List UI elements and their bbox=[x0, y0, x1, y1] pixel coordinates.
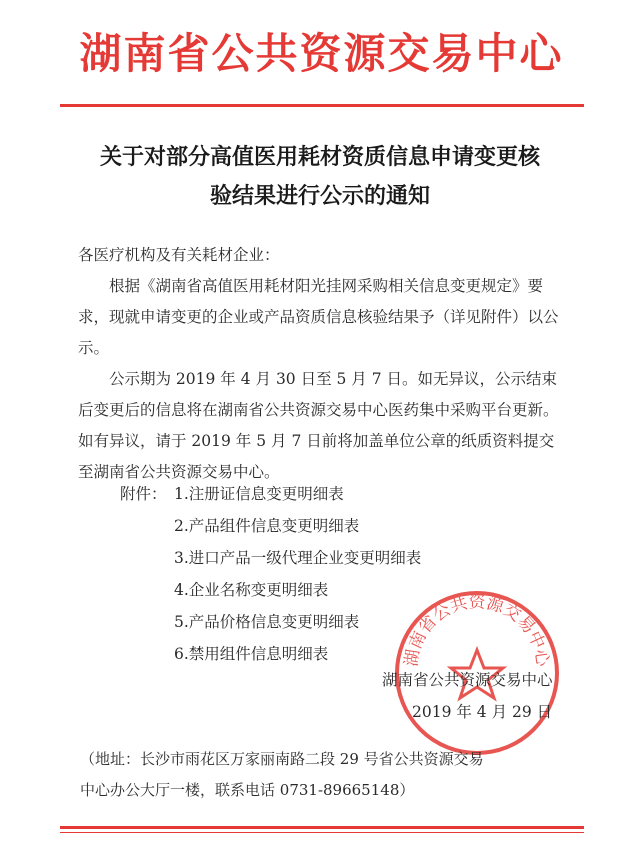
list-item bbox=[120, 478, 540, 510]
letterhead-divider bbox=[60, 104, 584, 107]
list-item bbox=[120, 606, 540, 638]
salutation: 各医疗机构及有关耗材企业： bbox=[78, 246, 280, 264]
letterhead-title: 湖南省公共资源交易中心 bbox=[79, 29, 564, 78]
attachment-label: 附件： bbox=[120, 485, 167, 503]
attachment-list bbox=[120, 478, 540, 670]
address-line-2: 中心办公大厅一楼，联系电话 0731-89665148） bbox=[80, 781, 415, 799]
signature-org: 湖南省公共资源交易中心 bbox=[382, 671, 553, 689]
notice-title bbox=[80, 138, 560, 216]
attachment-item-2: 2.产品组件信息变更明细表 bbox=[174, 517, 360, 535]
footer-divider bbox=[60, 826, 584, 829]
signature-date: 2019 年 4 月 29 日 bbox=[412, 703, 553, 721]
notice-body bbox=[78, 240, 566, 488]
signature-block bbox=[360, 664, 600, 728]
attachment-item-1: 1.注册证信息变更明细表 bbox=[174, 485, 344, 503]
paragraph-basis: 根据《湖南省高值医用耗材阳光挂网采购相关信息变更规定》要求，现就申请变更的企业或产品资质信息核验结果予（详见附件）以公示。 bbox=[78, 277, 559, 357]
attachment-item-4: 4.企业名称变更明细表 bbox=[174, 581, 329, 599]
attachment-item-5: 5.产品价格信息变更明细表 bbox=[174, 613, 360, 631]
list-item bbox=[120, 542, 540, 574]
contact-address bbox=[80, 744, 580, 806]
footer-divider-thin bbox=[60, 832, 584, 833]
attachment-item-6: 6.禁用组件信息明细表 bbox=[174, 645, 329, 663]
list-item bbox=[120, 510, 540, 542]
seal-text: 湖南省公共资源交易中心 bbox=[401, 592, 553, 668]
attachment-item-3: 3.进口产品一级代理企业变更明细表 bbox=[174, 549, 422, 567]
paragraph-period: 公示期为 2019 年 4 月 30 日至 5 月 7 日。如无异议，公示结束后变更后的信息将在湖南省公共资源交易中心医药集中采购平台更新。如有异议，请于 2019 年 5 月 7 日前将加盖单位公章的纸质资料提交至湖南省公共资源交易中心。 bbox=[78, 370, 559, 481]
address-line-1: （地址：长沙市雨花区万家丽南路二段 29 号省公共资源交易 bbox=[80, 750, 484, 768]
notice-title-line-1: 关于对部分高值医用耗材资质信息申请变更核 bbox=[99, 144, 540, 170]
list-item bbox=[120, 574, 540, 606]
notice-title-line-2: 验结果进行公示的通知 bbox=[209, 183, 430, 209]
